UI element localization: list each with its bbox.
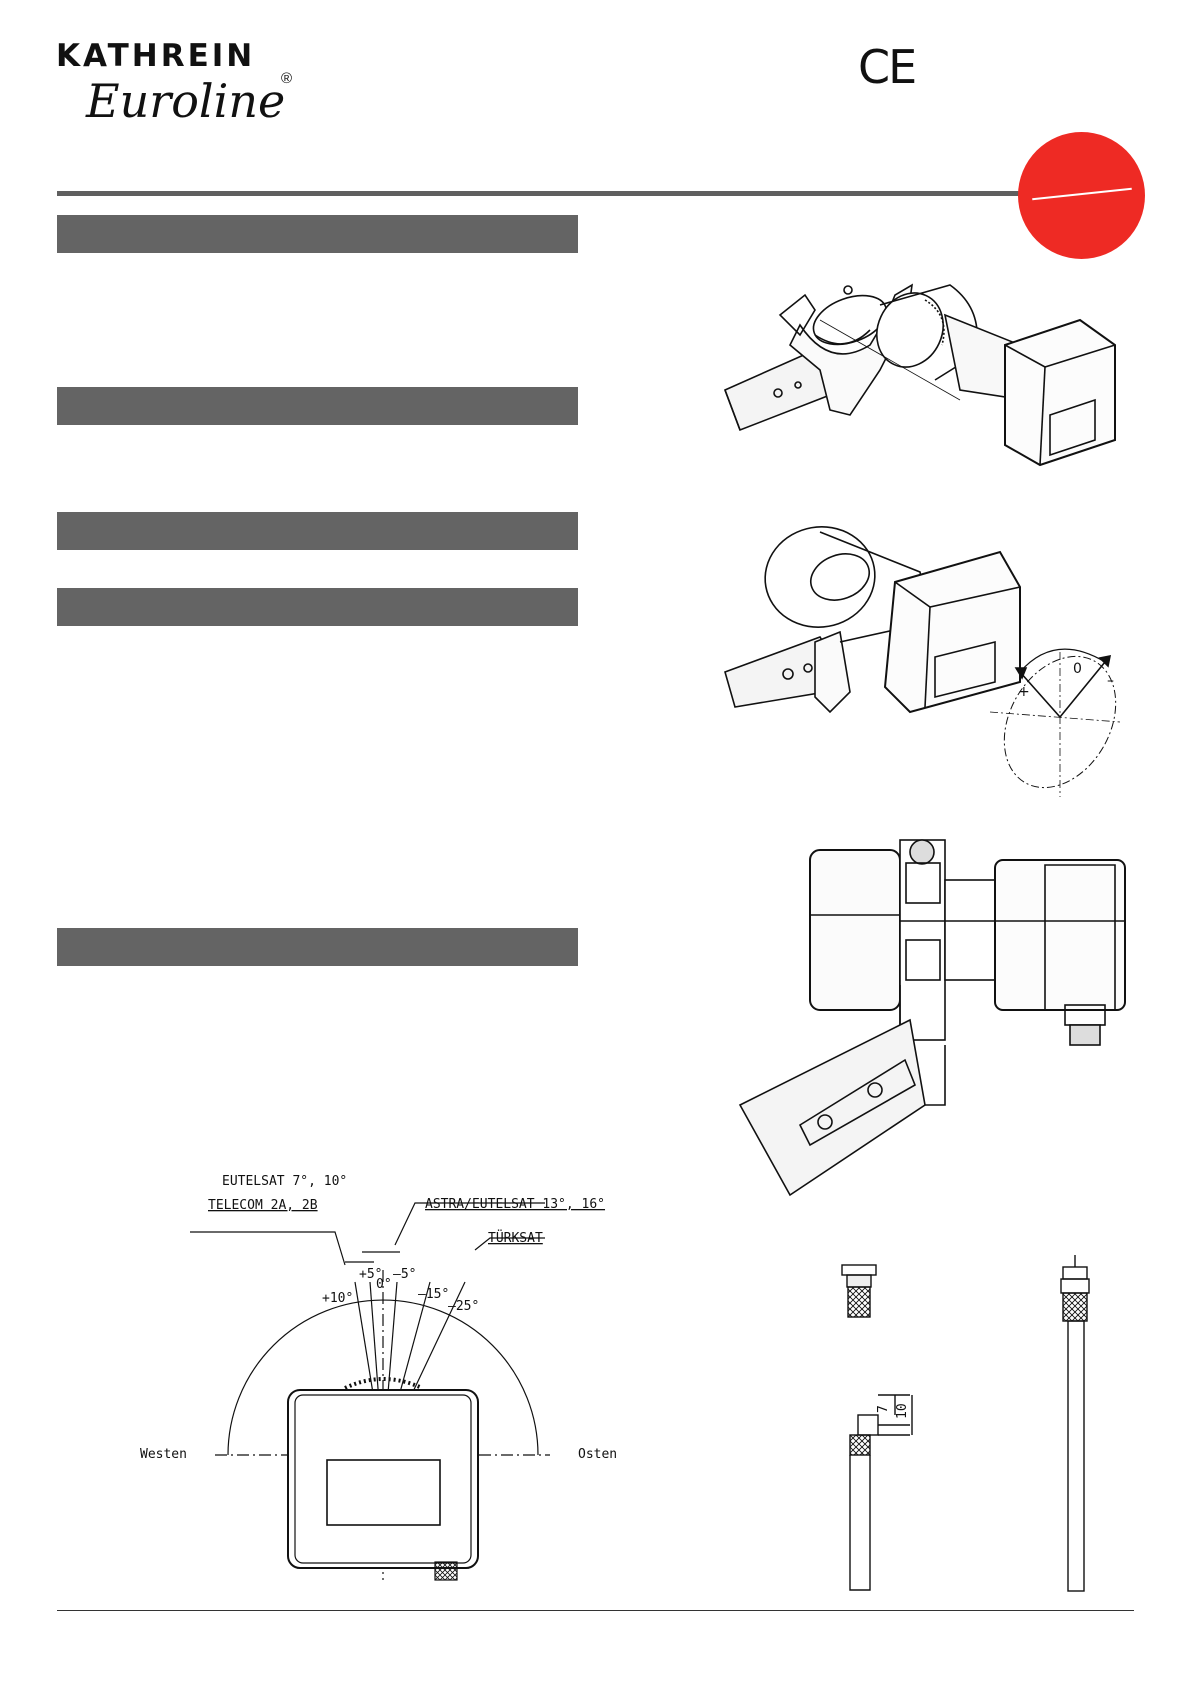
skew-minus-label: – [1107,673,1114,689]
angle-plus5: +5° [359,1267,383,1282]
kathrein-logo: KATHREIN [56,38,256,74]
red-badge [1018,132,1145,259]
angle-plus10: +10° [322,1291,354,1306]
east-label: Osten [578,1447,618,1462]
dim-7-label: 7 [876,1405,891,1413]
label-turksat: TÜRKSAT [488,1231,543,1246]
figure-lnb-mounted-skew [720,522,1120,802]
registered-mark: ® [281,70,293,87]
figure-lnb-clamp-open [720,275,1120,485]
section-bar-5 [57,928,578,966]
west-label: Westen [140,1447,187,1462]
label-eutelsat: EUTELSAT 7°, 10° [222,1174,348,1189]
figure-lnb-side-view [720,835,1130,1205]
header-rule [57,191,1023,196]
section-bar-1 [57,215,578,253]
angle-zero: 0° [376,1277,392,1292]
figure-satellite-skew [130,1170,630,1590]
ce-mark: CE [858,40,916,94]
skew-zero-label: 0 [1073,661,1082,677]
section-bar-3 [57,512,578,550]
angle-minus15: –15° [418,1287,450,1302]
euroline-logo: Euroline [86,74,286,128]
label-telecom: TELECOM 2A, 2B [208,1198,318,1213]
angle-minus5: –5° [393,1267,417,1282]
section-bar-2 [57,387,578,425]
label-astra: ASTRA/EUTELSAT 13°, 16° [425,1197,606,1212]
footer-rule [57,1610,1134,1611]
angle-minus25: –25° [448,1299,480,1314]
figure-f-connector [820,1255,1110,1595]
dim-10-label: 10 [895,1403,910,1419]
section-bar-4 [57,588,578,626]
skew-plus-label: + [1018,684,1030,700]
